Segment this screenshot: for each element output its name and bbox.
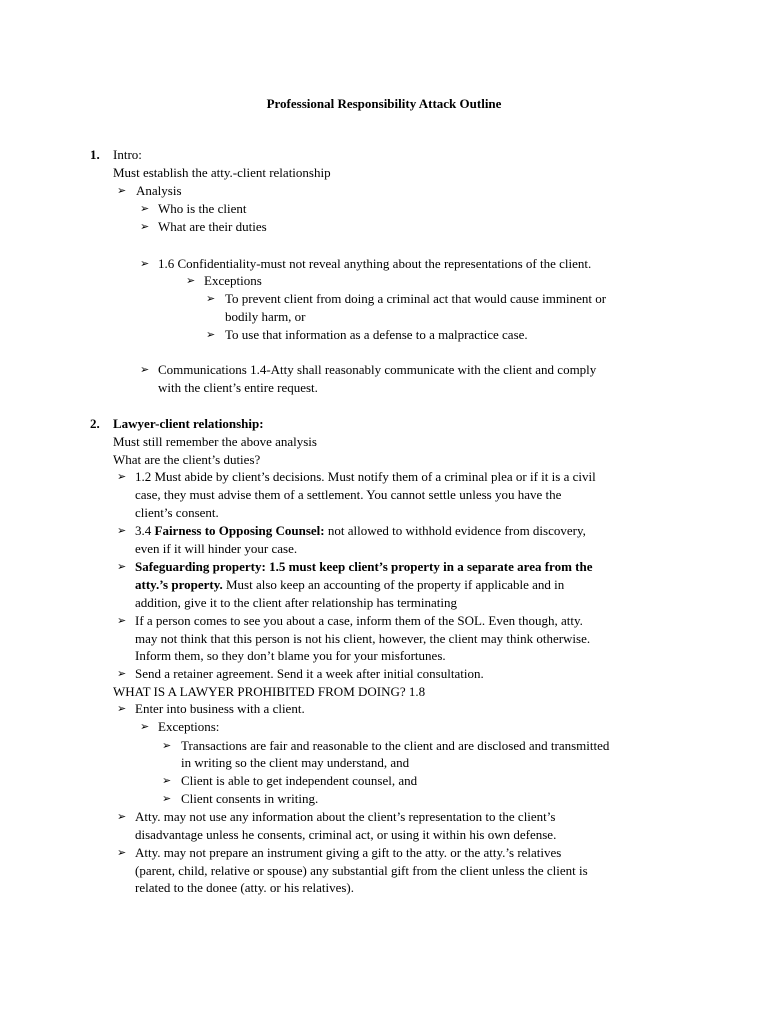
list-item: Enter into business with a client.: [135, 701, 305, 716]
text-line: What are the client’s duties?: [113, 452, 261, 467]
list-item: To use that information as a defense to a malpractice case.: [225, 327, 528, 342]
arrow-bullet-icon: ➢: [117, 561, 127, 573]
list-item: Client consents in writing.: [181, 791, 319, 806]
list-item-continuation: even if it will hinder your case.: [135, 541, 298, 556]
list-item-prefix: 3.4: [135, 523, 155, 538]
list-item-text: Must also keep an accounting of the property if applicable and in: [222, 577, 565, 592]
arrow-bullet-icon: ➢: [117, 615, 127, 627]
arrow-bullet-icon: ➢: [117, 185, 127, 197]
list-item-continuation: Inform them, so they don’t blame you for your misfortunes.: [135, 648, 446, 663]
arrow-bullet-icon: ➢: [140, 258, 150, 270]
subheading: WHAT IS A LAWYER PROHIBITED FROM DOING? 1.8: [113, 684, 426, 699]
list-item-continuation: case, they must advise them of a settlement. You cannot settle unless you have the: [135, 487, 562, 502]
list-item: Send a retainer agreement. Send it a week after initial consultation.: [135, 666, 484, 681]
arrow-bullet-icon: ➢: [206, 329, 216, 341]
list-item-emphasis: atty.’s property.: [135, 577, 223, 592]
list-item: Who is the client: [158, 201, 247, 216]
arrow-bullet-icon: ➢: [186, 275, 196, 287]
section-number: 2.: [90, 416, 100, 431]
section-number: 1.: [90, 147, 100, 162]
arrow-bullet-icon: ➢: [117, 471, 127, 483]
arrow-bullet-icon: ➢: [162, 775, 172, 787]
section-heading: Lawyer-client relationship:: [113, 416, 264, 431]
arrow-bullet-icon: ➢: [117, 847, 127, 859]
list-item: If a person comes to see you about a case, inform them of the SOL. Even though, atty.: [135, 613, 583, 628]
list-item: To prevent client from doing a criminal act that would cause imminent or: [225, 291, 607, 306]
list-item-continuation: disadvantage unless he consents, criminal act, or using it within his own defense.: [135, 827, 557, 842]
list-item-continuation: (parent, child, relative or spouse) any substantial gift from the client unless the client is: [135, 863, 588, 878]
list-item: What are their duties: [158, 219, 267, 234]
arrow-bullet-icon: ➢: [117, 811, 127, 823]
list-item: Transactions are fair and reasonable to the client and are disclosed and transmitted: [181, 738, 610, 753]
section-heading: Intro:: [113, 147, 142, 162]
list-item-continuation: client’s consent.: [135, 505, 219, 520]
list-item-continuation: bodily harm, or: [225, 309, 306, 324]
arrow-bullet-icon: ➢: [140, 721, 150, 733]
arrow-bullet-icon: ➢: [140, 364, 150, 376]
arrow-bullet-icon: ➢: [140, 221, 150, 233]
arrow-bullet-icon: ➢: [117, 525, 127, 537]
list-item-continuation: [135, 576, 564, 594]
list-item: Atty. may not use any information about the client’s representation to the client’s: [135, 809, 556, 824]
text-line: Must still remember the above analysis: [113, 434, 317, 449]
list-item: Client is able to get independent counsel, and: [181, 773, 418, 788]
list-item: 1.6 Confidentiality-must not reveal anything about the representations of the client.: [158, 256, 592, 271]
list-item-continuation: addition, give it to the client after relationship has terminating: [135, 595, 458, 610]
arrow-bullet-icon: ➢: [117, 703, 127, 715]
arrow-bullet-icon: ➢: [117, 668, 127, 680]
list-item: Exceptions: [204, 273, 262, 288]
text-line: Must establish the atty.-client relationship: [113, 165, 331, 180]
list-item-emphasis: Fairness to Opposing Counsel:: [154, 523, 325, 538]
arrow-bullet-icon: ➢: [140, 203, 150, 215]
list-item: Communications 1.4-Atty shall reasonably communicate with the client and comply: [158, 362, 597, 377]
list-item-continuation: in writing so the client may understand, and: [181, 755, 410, 770]
arrow-bullet-icon: ➢: [162, 793, 172, 805]
list-item: [135, 522, 586, 540]
list-item: 1.2 Must abide by client’s decisions. Must notify them of a criminal plea or if it is a civil: [135, 469, 596, 484]
list-item: Atty. may not prepare an instrument giving a gift to the atty. or the atty.’s relatives: [135, 845, 562, 860]
list-item-continuation: may not think that this person is not his client, however, the client may think otherwise.: [135, 631, 591, 646]
arrow-bullet-icon: ➢: [206, 293, 216, 305]
list-item-text: not allowed to withhold evidence from discovery,: [324, 523, 586, 538]
list-item: Exceptions:: [158, 719, 220, 734]
list-item-continuation: related to the donee (atty. or his relatives).: [135, 880, 354, 895]
arrow-bullet-icon: ➢: [162, 740, 172, 752]
list-item-emphasis: Safeguarding property: 1.5 must keep client’s property in a separate area from the: [135, 559, 593, 574]
document-title: Professional Responsibility Attack Outline: [266, 96, 502, 111]
list-item: Analysis: [136, 183, 182, 198]
list-item-continuation: with the client’s entire request.: [158, 380, 318, 395]
